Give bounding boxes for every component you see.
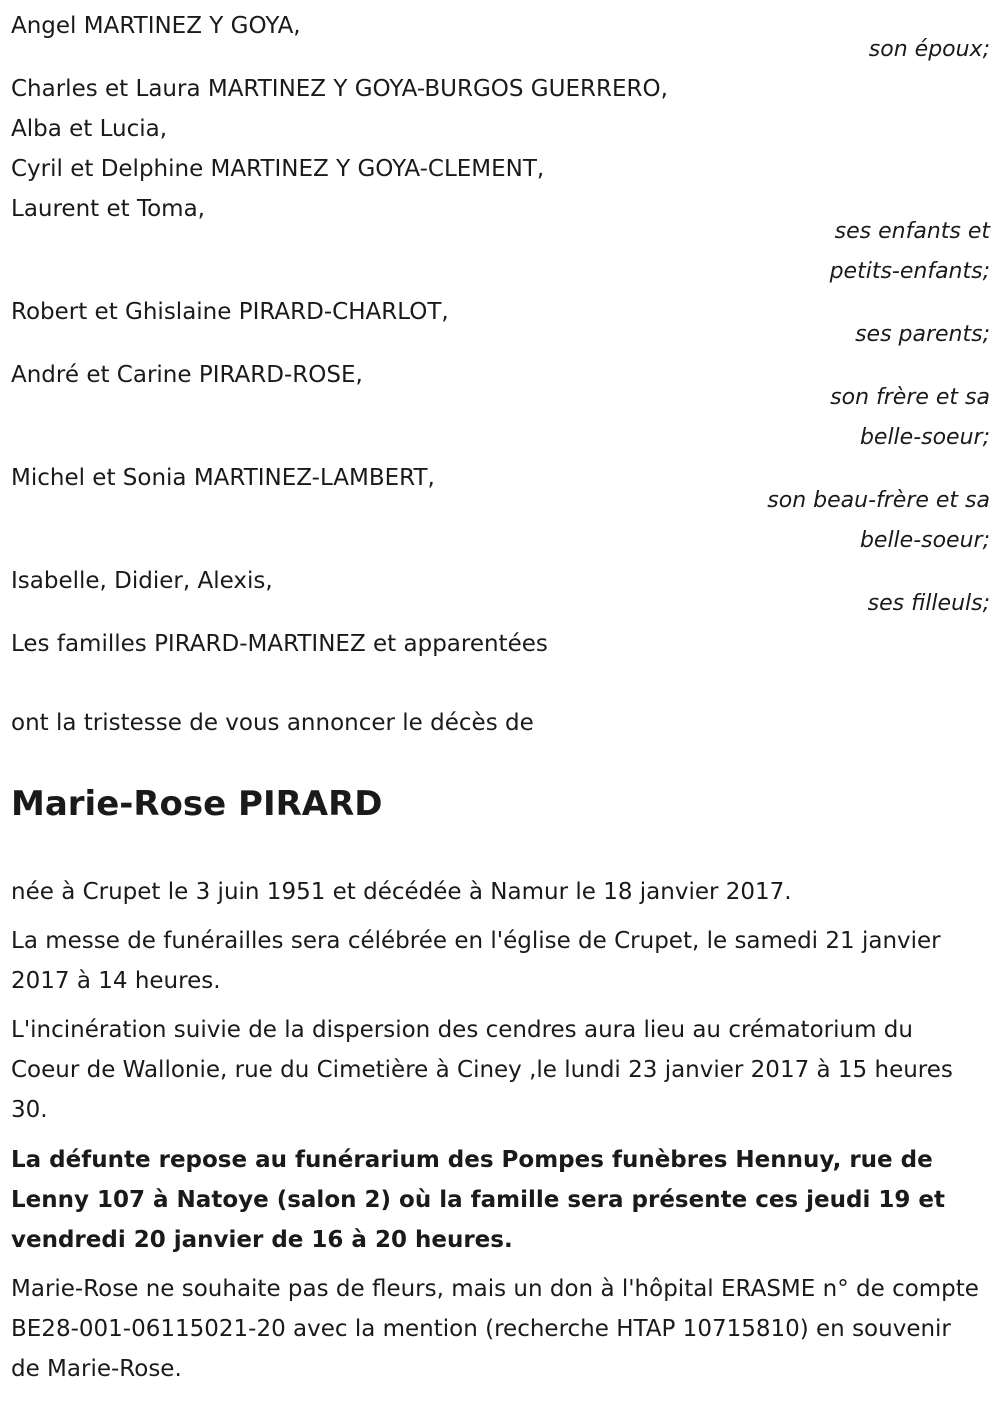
family-name-line: Laurent et Toma, — [11, 196, 205, 222]
family-name-line: Isabelle, Didier, Alexis, — [11, 568, 273, 594]
family-role-line: son époux; — [868, 37, 990, 62]
donation-paragraph: Marie-Rose ne souhaite pas de fleurs, mais un don à l'hôpital ERASME n° de compte BE28-001-06115021-20 avec la mention (recherche HTAP 10715810) en souvenir de Marie-Rose. — [11, 1276, 979, 1382]
family-name-line: Robert et Ghislaine PIRARD-CHARLOT, — [11, 299, 449, 325]
family-name-line: Cyril et Delphine MARTINEZ Y GOYA-CLEMENT, — [11, 156, 545, 182]
funeral-paragraph: La messe de funérailles sera célébrée en l'église de Crupet, le samedi 21 janvier 2017 à 14 heures. — [11, 928, 941, 994]
deceased-name-heading: Marie-Rose PIRARD — [11, 784, 383, 824]
family-role-line: son beau-frère et sa — [767, 488, 990, 513]
cremation-paragraph: L'incinération suivie de la dispersion des cendres aura lieu au crématorium du Coeur de Wallonie, rue du Cimetière à Ciney ,le lundi 23 janvier 2017 à 15 heures 30. — [11, 1017, 953, 1123]
family-name-line: Michel et Sonia MARTINEZ-LAMBERT, — [11, 465, 435, 491]
family-name-line: Alba et Lucia, — [11, 116, 168, 142]
family-name-line: Charles et Laura MARTINEZ Y GOYA-BURGOS GUERRERO, — [11, 76, 668, 102]
family-role-line: son frère et sa — [830, 385, 990, 410]
announcement-text: ont la tristesse de vous annoncer le décès de — [11, 710, 534, 736]
family-name-line: Angel MARTINEZ Y GOYA, — [11, 13, 301, 39]
family-name-line: Les familles PIRARD-MARTINEZ et apparentées — [11, 631, 548, 657]
family-role-line: belle-soeur; — [859, 528, 990, 553]
visitation-paragraph: La défunte repose au funérarium des Pompes funèbres Hennuy, rue de Lenny 107 à Natoye (salon 2) où la famille sera présente ces jeudi 19 et vendredi 20 janvier de 16 à 20 heures. — [11, 1147, 945, 1253]
family-name-line: André et Carine PIRARD-ROSE, — [11, 362, 363, 388]
family-role-line: belle-soeur; — [859, 425, 990, 450]
birth-death-paragraph: née à Crupet le 3 juin 1951 et décédée à Namur le 18 janvier 2017. — [11, 879, 792, 905]
family-role-line: petits-enfants; — [829, 259, 990, 284]
family-role-line: ses parents; — [855, 322, 990, 347]
family-role-line: ses enfants et — [834, 219, 990, 244]
family-role-line: ses filleuls; — [867, 591, 990, 616]
